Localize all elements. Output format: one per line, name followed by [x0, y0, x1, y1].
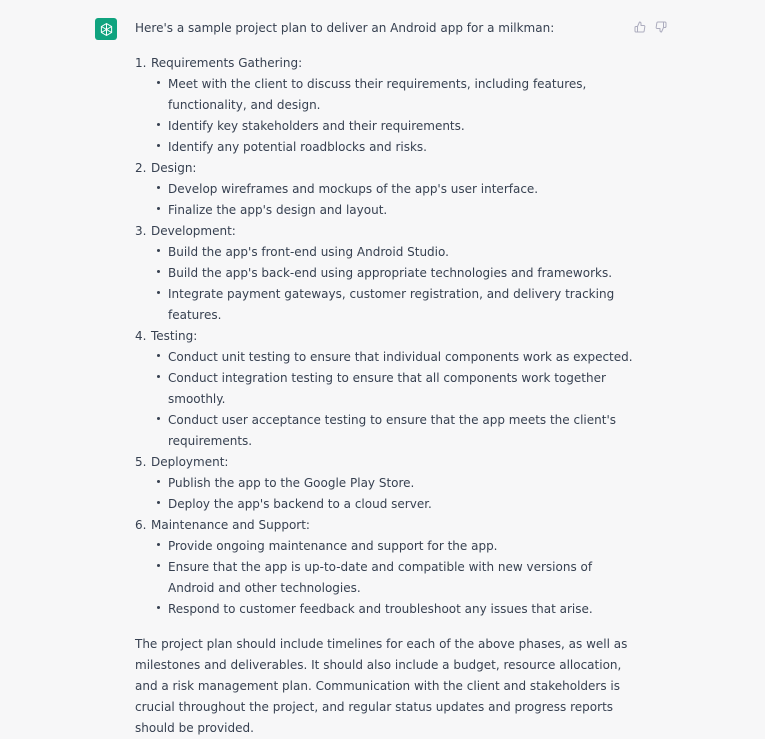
phase-title: Maintenance and Support:: [151, 518, 310, 532]
task-list: [151, 473, 635, 515]
phase-list: [135, 53, 635, 620]
phase-item: [135, 326, 635, 452]
task-item: Finalize the app's design and layout.: [151, 200, 635, 221]
intro-text: Here's a sample project plan to deliver an Android app for a milkman:: [135, 21, 555, 35]
phase-item: [135, 221, 635, 326]
task-item: Build the app's back-end using appropriate technologies and frameworks.: [151, 263, 635, 284]
task-item: Publish the app to the Google Play Store.: [151, 473, 635, 494]
phase-title: Testing:: [151, 329, 198, 343]
task-item: Provide ongoing maintenance and support for the app.: [151, 536, 635, 557]
phase-title: Requirements Gathering:: [151, 56, 303, 70]
phase-item: [135, 158, 635, 221]
phase-item: [135, 452, 635, 515]
task-item: Ensure that the app is up-to-date and compatible with new versions of Android and other technologies.: [151, 557, 635, 599]
phase-number: 2.: [135, 161, 147, 175]
phase-title: Deployment:: [151, 455, 229, 469]
task-list: [151, 179, 635, 221]
thumbs-down-button[interactable]: [654, 20, 668, 34]
task-item: Identify key stakeholders and their requirements.: [151, 116, 635, 137]
task-item: Respond to customer feedback and troubleshoot any issues that arise.: [151, 599, 635, 620]
thumbs-up-icon: [634, 21, 646, 33]
task-item: Integrate payment gateways, customer registration, and delivery tracking features.: [151, 284, 635, 326]
task-item: Develop wireframes and mockups of the app's user interface.: [151, 179, 635, 200]
task-item: Deploy the app's backend to a cloud server.: [151, 494, 635, 515]
feedback-buttons: [633, 20, 668, 34]
task-item: Conduct unit testing to ensure that individual components work as expected.: [151, 347, 635, 368]
phase-number: 4.: [135, 329, 147, 343]
phase-number: 1.: [135, 56, 147, 70]
phase-title: Design:: [151, 161, 197, 175]
phase-item: [135, 515, 635, 620]
phase-title: Development:: [151, 224, 236, 238]
task-item: Conduct integration testing to ensure that all components work together smoothly.: [151, 368, 635, 410]
task-item: Identify any potential roadblocks and risks.: [151, 137, 635, 158]
task-list: [151, 347, 635, 452]
thumbs-down-icon: [655, 21, 667, 33]
task-list: [151, 242, 635, 326]
assistant-avatar: [95, 18, 117, 40]
task-list: [151, 536, 635, 620]
phase-number: 6.: [135, 518, 147, 532]
phase-number: 5.: [135, 455, 147, 469]
task-item: Build the app's front-end using Android Studio.: [151, 242, 635, 263]
phase-number: 3.: [135, 224, 147, 238]
phase-item: [135, 53, 635, 158]
openai-logo-icon: [99, 22, 114, 37]
task-list: [151, 74, 635, 158]
thumbs-up-button[interactable]: [633, 20, 647, 34]
summary-text: The project plan should include timelines for each of the above phases, as well as milestones and deliverables. It should also include a budget, resource allocation, and a risk management plan. Communication with the client and stakeholders is crucial throughout the project, and regular status updates and progress reports should be provided.: [135, 637, 628, 735]
message-content: [135, 18, 635, 739]
task-item: Conduct user acceptance testing to ensure that the app meets the client's requirements.: [151, 410, 635, 452]
task-item: Meet with the client to discuss their requirements, including features, functionality, and design.: [151, 74, 635, 116]
